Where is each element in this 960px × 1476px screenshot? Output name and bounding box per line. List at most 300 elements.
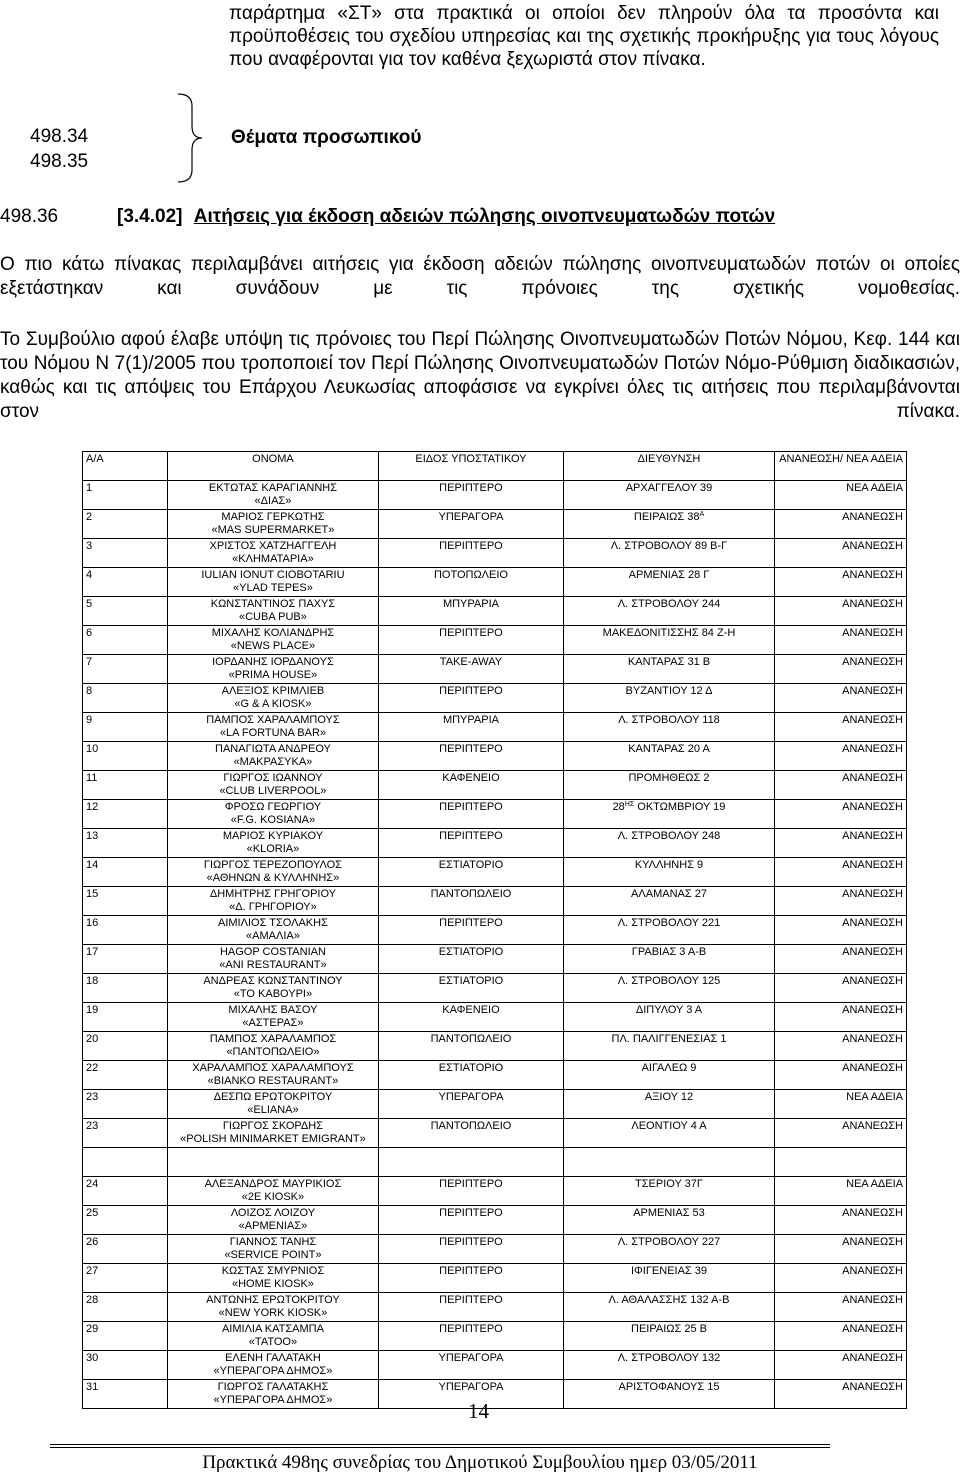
- table-row: [83, 945, 907, 974]
- paragraph-table-intro: Ο πιο κάτω πίνακας περιλαμβάνει αιτήσεις για έκδοση αδειών πώλησης οινοπνευματωδών ποτών οι οποίες εξετάστηκαν και συνάδουν με τις πρόνοιες της σχετικής νομοθεσίας.: [0, 254, 960, 299]
- cell-num: 31: [83, 1380, 168, 1409]
- cell-status: ΑΝΑΝΕΩΣΗ: [775, 1293, 907, 1322]
- cell-type: TAKE-AWAY: [379, 655, 564, 684]
- premises-name: «ΜΑΚΡΑΣΥΚΑ»: [233, 756, 313, 768]
- cell-type: ΠΕΡΙΠΤΕΡΟ: [379, 1177, 564, 1206]
- col-header-type: ΕΙΔΟΣ ΥΠΟΣΤΑΤΙΚΟΥ: [379, 452, 564, 481]
- owner-name: ΔΗΜΗΤΡΗΣ ΓΡΗΓΟΡΙΟΥ: [209, 888, 337, 900]
- premises-name: «ΤΟ ΚΑΒΟΥΡΙ»: [233, 988, 313, 1000]
- address-text: ΑΛΑΜΑΝΑΣ 27: [631, 888, 707, 900]
- cell-status: ΑΝΑΝΕΩΣΗ: [775, 1235, 907, 1264]
- cell-name: [167, 1061, 378, 1090]
- table-row: [83, 829, 907, 858]
- address-text: ΠΕΙΡΑΙΩΣ 38: [633, 511, 700, 523]
- cell-address: [563, 887, 775, 916]
- cell-status: ΑΝΑΝΕΩΣΗ: [775, 1351, 907, 1380]
- owner-name: ΦΡΟΣΩ ΓΕΩΡΓΙΟΥ: [224, 801, 322, 813]
- cell-name: [167, 597, 378, 626]
- cell-type: ΠΑΝΤΟΠΩΛΕΙΟ: [379, 887, 564, 916]
- address-text: ΚΑΝΤΑΡΑΣ 31 Β: [627, 656, 711, 668]
- cell-name: [167, 1351, 378, 1380]
- cell-num: 8: [83, 684, 168, 713]
- table-spacer-row: [83, 1148, 907, 1177]
- cell-status: ΑΝΑΝΕΩΣΗ: [775, 1003, 907, 1032]
- table-row: [83, 626, 907, 655]
- premises-name: «PRIMA HOUSE»: [228, 669, 318, 681]
- table-row: [83, 1235, 907, 1264]
- address-text: ΑΞΙΟΥ 12: [644, 1091, 694, 1103]
- cell-status: ΑΝΑΝΕΩΣΗ: [775, 655, 907, 684]
- cell-status: ΑΝΑΝΕΩΣΗ: [775, 1032, 907, 1061]
- cell-status: ΝΕΑ ΑΔΕΙΑ: [775, 1177, 907, 1206]
- cell-name: [167, 800, 378, 829]
- cell-status: ΑΝΑΝΕΩΣΗ: [775, 713, 907, 742]
- cell-num: 17: [83, 945, 168, 974]
- cell-num: 9: [83, 713, 168, 742]
- cell-num: 23: [83, 1090, 168, 1119]
- cell-num: 24: [83, 1177, 168, 1206]
- cell-num: 7: [83, 655, 168, 684]
- cell-status: ΑΝΑΝΕΩΣΗ: [775, 1322, 907, 1351]
- owner-name: ΓΙΩΡΓΟΣ ΤΕΡΕΖΟΠΟΥΛΟΣ: [203, 859, 342, 871]
- table-row: [83, 771, 907, 800]
- cell-num: 26: [83, 1235, 168, 1264]
- cell-type: ΠΕΡΙΠΤΕΡΟ: [379, 1293, 564, 1322]
- premises-name: «CLUB LIVERPOOL»: [219, 785, 327, 797]
- spacer-cell: [167, 1148, 378, 1177]
- address-text: ΙΦΙΓΕΝΕΙΑΣ 39: [630, 1265, 708, 1277]
- address-text: ΠΛ. ΠΑΛΙΓΓΕΝΕΣΙΑΣ 1: [611, 1033, 727, 1045]
- premises-name: «LA FORTUNA BAR»: [219, 727, 327, 739]
- cell-name: [167, 858, 378, 887]
- address-text: ΓΡΑΒΙΑΣ 3 Α-Β: [631, 946, 707, 958]
- cell-address: [563, 829, 775, 858]
- cell-name: [167, 1003, 378, 1032]
- cell-status: ΑΝΑΝΕΩΣΗ: [775, 1119, 907, 1148]
- cell-num: 5: [83, 597, 168, 626]
- owner-name: ΑΝΤΩΝΗΣ ΕΡΩΤΟΚΡΙΤΟΥ: [206, 1294, 340, 1306]
- address-text: ΚΑΝΤΑΡΑΣ 20 Α: [628, 743, 710, 755]
- cell-num: 18: [83, 974, 168, 1003]
- owner-name: ΛΟΙΖΟΣ ΛΟΙΖΟΥ: [230, 1207, 316, 1219]
- cell-status: ΑΝΑΝΕΩΣΗ: [775, 858, 907, 887]
- table-row: [83, 510, 907, 539]
- cell-name: [167, 539, 378, 568]
- cell-address: [563, 1206, 775, 1235]
- cell-type: ΥΠΕΡΑΓΟΡΑ: [379, 510, 564, 539]
- paragraph-decision: Το Συμβούλιο αφού έλαβε υπόψη τις πρόνοιες του Περί Πώλησης Οινοπνευματωδών Ποτών Νόμου, Κεφ. 144 και του Νόμου Ν 7(1)/2005 που τροποποιεί τον Περί Πώλησης Οινοπνευματωδών Ποτών Νόμο-Ρύθμιση διαδικασιών, καθώς και τις απόψεις του Επάρχου Λευκωσίας αποφάσισε να εγκρίνει όλες τις αιτήσεις που περιλαμβάνονται στον πίνακα.: [0, 329, 960, 422]
- table-row: [83, 916, 907, 945]
- premises-name: «ΑΡΜΕΝΙΑΣ»: [238, 1220, 308, 1232]
- table-row: [83, 568, 907, 597]
- owner-name: ΑΙΜΙΛΙΟΣ ΤΣΟΛΑΚΗΣ: [218, 917, 328, 929]
- cell-status: ΑΝΑΝΕΩΣΗ: [775, 539, 907, 568]
- premises-name: «ΤΑΤΟΟ»: [248, 1336, 298, 1348]
- col-header-name: ΟΝΟΜΑ: [167, 452, 378, 481]
- premises-name: «ΑΣΤΕΡΑΣ»: [242, 1017, 304, 1029]
- section-heading: [117, 205, 775, 228]
- col-header-status: ΑΝΑΝΕΩΣΗ/ ΝΕΑ ΑΔΕΙΑ: [775, 452, 907, 481]
- cell-type: ΠΕΡΙΠΤΕΡΟ: [379, 742, 564, 771]
- cell-address: [563, 1264, 775, 1293]
- cell-num: 27: [83, 1264, 168, 1293]
- cell-type: ΥΠΕΡΑΓΟΡΑ: [379, 1380, 564, 1409]
- premises-name: «ΥΠΕΡΑΓΟΡΑ ΔΗΜΟΣ»: [213, 1394, 333, 1406]
- cell-name: [167, 626, 378, 655]
- cell-status: ΑΝΑΝΕΩΣΗ: [775, 1380, 907, 1409]
- table-row: [83, 1119, 907, 1148]
- cell-type: ΜΠΥΡΑΡΙΑ: [379, 713, 564, 742]
- address-superscript: Α: [699, 511, 705, 518]
- cell-name: [167, 829, 378, 858]
- address-text: ΤΣΕΡΙΟΥ 37Γ: [635, 1178, 703, 1190]
- owner-name: ΑΙΜΙΛΙΑ ΚΑΤΣΑΜΠΑ: [221, 1323, 324, 1335]
- owner-name: ΠΑΜΠΟΣ ΧΑΡΑΛΑΜΠΟΣ: [209, 1033, 337, 1045]
- cell-address: [563, 858, 775, 887]
- cell-num: 3: [83, 539, 168, 568]
- cell-num: 12: [83, 800, 168, 829]
- premises-name: «CUBA PUB»: [239, 611, 307, 623]
- address-text: 28: [612, 801, 625, 813]
- cell-address: [563, 655, 775, 684]
- table-row: [83, 1061, 907, 1090]
- cell-type: ΚΑΦΕΝΕΙΟ: [379, 1003, 564, 1032]
- right-brace-icon: [176, 92, 204, 184]
- address-text: ΛΕΟΝΤΙΟΥ 4 Α: [631, 1120, 707, 1132]
- owner-name: ΑΛΕΞΑΝΔΡΟΣ ΜΑΥΡΙΚΙΟΣ: [204, 1178, 342, 1190]
- cell-address: [563, 742, 775, 771]
- owner-name: ΕΚΤΩΤΑΣ ΚΑΡΑΓΙΑΝΝΗΣ: [208, 482, 338, 494]
- address-text: ΑΡΙΣΤΟΦΑΝΟΥΣ 15: [618, 1381, 720, 1393]
- cell-name: [167, 1090, 378, 1119]
- item-number-1: 498.34: [30, 126, 89, 147]
- address-text: ΠΡΟΜΗΘΕΩΣ 2: [628, 772, 710, 784]
- address-text: Λ. ΣΤΡΟΒΟΛΟΥ 248: [617, 830, 721, 842]
- premises-name: «2E KIOSK»: [241, 1191, 305, 1203]
- cell-status: ΑΝΑΝΕΩΣΗ: [775, 974, 907, 1003]
- cell-type: ΠΕΡΙΠΤΕΡΟ: [379, 1322, 564, 1351]
- cell-name: [167, 481, 378, 510]
- premises-name: «YLAD TEPES»: [232, 582, 313, 594]
- cell-num: 23: [83, 1119, 168, 1148]
- owner-name: ΚΩΝΣΤΑΝΤΙΝΟΣ ΠΑΧΥΣ: [210, 598, 336, 610]
- table-row: [83, 800, 907, 829]
- col-header-address: ΔΙΕΥΘΥΝΣΗ: [563, 452, 775, 481]
- premises-name: «KLORIA»: [246, 843, 300, 855]
- owner-name: ΓΙΩΡΓΟΣ ΙΩΑΝΝΟΥ: [223, 772, 323, 784]
- address-suffix: ΟΚΤΩΜΒΡΙΟΥ 19: [634, 801, 726, 813]
- cell-status: ΑΝΑΝΕΩΣΗ: [775, 887, 907, 916]
- cell-name: [167, 945, 378, 974]
- cell-type: ΠΕΡΙΠΤΕΡΟ: [379, 1206, 564, 1235]
- address-text: Λ. ΣΤΡΟΒΟΛΟΥ 118: [618, 714, 720, 726]
- cell-status: ΑΝΑΝΕΩΣΗ: [775, 568, 907, 597]
- cell-type: ΠΕΡΙΠΤΕΡΟ: [379, 916, 564, 945]
- address-text: ΑΙΓΑΛΕΩ 9: [641, 1062, 697, 1074]
- cell-address: [563, 1293, 775, 1322]
- address-text: ΚΥΛΛΗΝΗΣ 9: [634, 859, 704, 871]
- licenses-table: [82, 451, 907, 1409]
- premises-name: «POLISH MINIMARKET EMIGRANT»: [180, 1133, 366, 1145]
- address-text: Λ. ΑΘΑΛΑΣΣΗΣ 132 Α-Β: [608, 1294, 730, 1306]
- section-title: Αιτήσεις για έκδοση αδειών πώλησης οινοπνευματωδών ποτών: [193, 206, 776, 227]
- premises-name: «SERVICE POINT»: [224, 1249, 322, 1261]
- cell-num: 13: [83, 829, 168, 858]
- cell-address: [563, 684, 775, 713]
- cell-type: ΠΕΡΙΠΤΕΡΟ: [379, 1235, 564, 1264]
- cell-address: [563, 1235, 775, 1264]
- cell-name: [167, 510, 378, 539]
- cell-type: ΕΣΤΙΑΤΟΡΙΟ: [379, 945, 564, 974]
- cell-type: ΠΕΡΙΠΤΕΡΟ: [379, 829, 564, 858]
- cell-status: ΑΝΑΝΕΩΣΗ: [775, 684, 907, 713]
- cell-address: [563, 916, 775, 945]
- cell-name: [167, 1206, 378, 1235]
- premises-name: «ΚΛΗΜΑΤΑΡΙΑ»: [232, 553, 314, 565]
- address-text: ΔΙΠΥΛΟΥ 3 Α: [635, 1004, 703, 1016]
- owner-name: ΓΙΑΝΝΟΣ ΤΑΝΗΣ: [229, 1236, 317, 1248]
- table-row: [83, 1003, 907, 1032]
- cell-name: [167, 1322, 378, 1351]
- premises-name: «ΔΙΑΣ»: [254, 495, 292, 507]
- premises-name: «ΠΑΝΤΟΠΩΛΕΙΟ»: [226, 1046, 320, 1058]
- cell-type: ΕΣΤΙΑΤΟΡΙΟ: [379, 858, 564, 887]
- cell-address: [563, 510, 775, 539]
- cell-address: [563, 481, 775, 510]
- footer-rule: [50, 1447, 830, 1448]
- address-text: ΑΡΧΑΓΓΕΛΟΥ 39: [625, 482, 713, 494]
- table-row: [83, 858, 907, 887]
- owner-name: ΜΙΧΑΛΗΣ ΚΟΛΙΑΝΔΡΗΣ: [211, 627, 335, 639]
- cell-type: ΥΠΕΡΑΓΟΡΑ: [379, 1090, 564, 1119]
- cell-type: ΠΕΡΙΠΤΕΡΟ: [379, 481, 564, 510]
- cell-type: ΠΕΡΙΠΤΕΡΟ: [379, 626, 564, 655]
- section-ref: [3.4.02]: [117, 206, 183, 227]
- spacer-cell: [379, 1148, 564, 1177]
- cell-address: [563, 626, 775, 655]
- cell-address: [563, 1090, 775, 1119]
- cell-num: 16: [83, 916, 168, 945]
- table-row: [83, 655, 907, 684]
- owner-name: ΜΑΡΙΟΣ ΚΥΡΙΑΚΟΥ: [222, 830, 324, 842]
- cell-type: ΠΕΡΙΠΤΕΡΟ: [379, 684, 564, 713]
- cell-status: ΝΕΑ ΑΔΕΙΑ: [775, 481, 907, 510]
- owner-name: ΜΙΧΑΛΗΣ ΒΑΣΟΥ: [228, 1004, 318, 1016]
- premises-name: «BIANKO RESTAURANT»: [207, 1075, 339, 1087]
- cell-status: ΑΝΑΝΕΩΣΗ: [775, 945, 907, 974]
- spacer-cell: [83, 1148, 168, 1177]
- cell-address: [563, 597, 775, 626]
- address-text: Λ. ΣΤΡΟΒΟΛΟΥ 132: [617, 1352, 721, 1364]
- footer-rule: [50, 1444, 830, 1445]
- cell-address: [563, 945, 775, 974]
- cell-status: ΑΝΑΝΕΩΣΗ: [775, 1264, 907, 1293]
- table-row: [83, 1293, 907, 1322]
- owner-name: ΔΕΣΠΩ ΕΡΩΤΟΚΡΙΤΟΥ: [213, 1091, 333, 1103]
- owner-name: ΑΛΕΞΙΟΣ ΚΡΙΜΛΙΕΒ: [221, 685, 325, 697]
- owner-name: ΑΝΔΡΕΑΣ ΚΩΝΣΤΑΝΤΙΝΟΥ: [203, 975, 343, 987]
- cell-address: [563, 568, 775, 597]
- premises-name: «NEWS PLACE»: [230, 640, 316, 652]
- item-number-3: 498.36: [0, 206, 59, 227]
- cell-num: 28: [83, 1293, 168, 1322]
- cell-address: [563, 1177, 775, 1206]
- cell-num: 11: [83, 771, 168, 800]
- cell-num: 2: [83, 510, 168, 539]
- table-row: [83, 974, 907, 1003]
- premises-name: «ELIANA»: [247, 1104, 299, 1116]
- owner-name: ΠΑΝΑΓΙΩΤΑ ΑΝΔΡΕΟΥ: [215, 743, 331, 755]
- address-text: ΒΥΖΑΝΤΙΟΥ 12 Δ: [625, 685, 713, 697]
- page-footer: Πρακτικά 498ης συνεδρίας του Δημοτικού Συμβουλίου ημερ 03/05/2011: [202, 1452, 758, 1473]
- cell-status: ΑΝΑΝΕΩΣΗ: [775, 597, 907, 626]
- cell-name: [167, 1177, 378, 1206]
- topic-title: Θέματα προσωπικού: [231, 127, 422, 148]
- owner-name: HAGOP COSTANIAN: [219, 946, 326, 958]
- cell-status: ΑΝΑΝΕΩΣΗ: [775, 1061, 907, 1090]
- cell-address: [563, 1061, 775, 1090]
- cell-num: 6: [83, 626, 168, 655]
- cell-type: ΠΑΝΤΟΠΩΛΕΙΟ: [379, 1119, 564, 1148]
- address-text: Λ. ΣΤΡΟΒΟΛΟΥ 89 Β-Γ: [610, 540, 728, 552]
- address-text: Λ. ΣΤΡΟΒΟΛΟΥ 227: [617, 1236, 721, 1248]
- address-text: ΑΡΜΕΝΙΑΣ 53: [633, 1207, 705, 1219]
- cell-type: ΠΕΡΙΠΤΕΡΟ: [379, 539, 564, 568]
- address-text: ΑΡΜΕΝΙΑΣ 28 Γ: [628, 569, 710, 581]
- table-row: [83, 1264, 907, 1293]
- table-row: [83, 1032, 907, 1061]
- owner-name: ΚΩΣΤΑΣ ΣΜΥΡΝΙΟΣ: [221, 1265, 325, 1277]
- cell-name: [167, 1293, 378, 1322]
- premises-name: «ΑΜΑΛΙΑ»: [246, 930, 300, 942]
- cell-type: ΠΑΝΤΟΠΩΛΕΙΟ: [379, 1032, 564, 1061]
- cell-address: [563, 1351, 775, 1380]
- cell-status: ΑΝΑΝΕΩΣΗ: [775, 916, 907, 945]
- table-row: [83, 597, 907, 626]
- cell-name: [167, 771, 378, 800]
- cell-type: ΠΕΡΙΠΤΕΡΟ: [379, 800, 564, 829]
- owner-name: ΙΟΡΔΑΝΗΣ ΙΟΡΔΑΝΟΥΣ: [212, 656, 334, 668]
- premises-name: «ΥΠΕΡΑΓΟΡΑ ΔΗΜΟΣ»: [213, 1365, 333, 1377]
- cell-num: 4: [83, 568, 168, 597]
- cell-num: 30: [83, 1351, 168, 1380]
- cell-name: [167, 1380, 378, 1409]
- cell-name: [167, 1032, 378, 1061]
- cell-name: [167, 1235, 378, 1264]
- cell-type: ΚΑΦΕΝΕΙΟ: [379, 771, 564, 800]
- cell-name: [167, 974, 378, 1003]
- page-number: 14: [468, 1399, 489, 1423]
- cell-address: [563, 1322, 775, 1351]
- cell-status: ΑΝΑΝΕΩΣΗ: [775, 742, 907, 771]
- cell-num: 10: [83, 742, 168, 771]
- cell-address: [563, 1119, 775, 1148]
- cell-status: ΑΝΑΝΕΩΣΗ: [775, 626, 907, 655]
- address-text: ΜΑΚΕΔΟΝΙΤΙΣΣΗΣ 84 Ζ-Η: [602, 627, 736, 639]
- premises-name: «Δ. ΓΡΗΓΟΡΙΟΥ»: [229, 901, 317, 913]
- cell-address: [563, 771, 775, 800]
- item-number-2: 498.35: [30, 151, 89, 172]
- cell-name: [167, 742, 378, 771]
- address-superscript: ΗΣ: [624, 801, 635, 808]
- cell-type: ΕΣΤΙΑΤΟΡΙΟ: [379, 1061, 564, 1090]
- cell-name: [167, 684, 378, 713]
- cell-type: ΠΟΤΟΠΩΛΕΙΟ: [379, 568, 564, 597]
- cell-address: [563, 974, 775, 1003]
- cell-name: [167, 916, 378, 945]
- cell-num: 15: [83, 887, 168, 916]
- cell-status: ΑΝΑΝΕΩΣΗ: [775, 1206, 907, 1235]
- spacer-cell: [563, 1148, 775, 1177]
- premises-name: «G & A KIOSK»: [234, 698, 312, 710]
- table-row: [83, 1177, 907, 1206]
- table-row: [83, 1351, 907, 1380]
- table-row: [83, 1090, 907, 1119]
- premises-name: «F.G. KOSIANA»: [230, 814, 316, 826]
- table-row: [83, 684, 907, 713]
- address-text: Λ. ΣΤΡΟΒΟΛΟΥ 125: [617, 975, 721, 987]
- col-header-num: Α/Α: [83, 452, 168, 481]
- cell-name: [167, 568, 378, 597]
- cell-num: 14: [83, 858, 168, 887]
- owner-name: ΧΡΙΣΤΟΣ ΧΑΤΖΗΑΓΓΕΛΗ: [209, 540, 337, 552]
- address-text: ΠΕΙΡΑΙΩΣ 25 Β: [631, 1323, 707, 1335]
- cell-num: 1: [83, 481, 168, 510]
- cell-address: [563, 1003, 775, 1032]
- cell-address: [563, 713, 775, 742]
- owner-name: ΕΛΕΝΗ ΓΑΛΑΤΑΚΗ: [225, 1352, 321, 1364]
- premises-name: «HOME KIOSK»: [231, 1278, 314, 1290]
- cell-type: ΜΠΥΡΑΡΙΑ: [379, 597, 564, 626]
- owner-name: ΜΑΡΙΟΣ ΓΕΡΚΩΤΗΣ: [221, 511, 325, 523]
- cell-address: [563, 1032, 775, 1061]
- cell-name: [167, 887, 378, 916]
- address-text: Λ. ΣΤΡΟΒΟΛΟΥ 221: [617, 917, 721, 929]
- owner-name: ΧΑΡΑΛΑΜΠΟΣ ΧΑΡΑΛΑΜΠΟΥΣ: [192, 1062, 354, 1074]
- intro-paragraph: παράρτημα «ΣΤ» στα πρακτικά οι οποίοι δεν πληρούν όλα τα προσόντα και προϋποθέσεις του σχεδίου υπηρεσίας και της σχετικής προκήρυξης για τους λόγους που αναφέρονται για τον καθένα ξεχωριστά στον πίνακα.: [229, 3, 939, 70]
- table-row: [83, 887, 907, 916]
- owner-name: ΠΑΜΠΟΣ ΧΑΡΑΛΑΜΠΟΥΣ: [206, 714, 340, 726]
- premises-name: «MAS SUPERMARKET»: [211, 524, 335, 536]
- cell-type: ΥΠΕΡΑΓΟΡΑ: [379, 1351, 564, 1380]
- cell-name: [167, 713, 378, 742]
- cell-num: 25: [83, 1206, 168, 1235]
- cell-name: [167, 1119, 378, 1148]
- table-row: [83, 481, 907, 510]
- table-row: [83, 742, 907, 771]
- premises-name: «ANI RESTAURANT»: [219, 959, 327, 971]
- table-header-row: [83, 452, 907, 481]
- owner-name: ΓΙΩΡΓΟΣ ΣΚΟΡΔΗΣ: [222, 1120, 323, 1132]
- table-row: [83, 539, 907, 568]
- table-row: [83, 1322, 907, 1351]
- cell-status: ΑΝΑΝΕΩΣΗ: [775, 771, 907, 800]
- premises-name: «NEW YORK KIOSK»: [218, 1307, 328, 1319]
- cell-status: ΑΝΑΝΕΩΣΗ: [775, 800, 907, 829]
- cell-num: 19: [83, 1003, 168, 1032]
- cell-type: ΕΣΤΙΑΤΟΡΙΟ: [379, 974, 564, 1003]
- cell-num: 29: [83, 1322, 168, 1351]
- cell-name: [167, 655, 378, 684]
- cell-address: [563, 539, 775, 568]
- table-row: [83, 1206, 907, 1235]
- cell-address: [563, 1380, 775, 1409]
- cell-address: [563, 800, 775, 829]
- cell-type: ΠΕΡΙΠΤΕΡΟ: [379, 1264, 564, 1293]
- spacer-cell: [775, 1148, 907, 1177]
- cell-name: [167, 1264, 378, 1293]
- table-row: [83, 713, 907, 742]
